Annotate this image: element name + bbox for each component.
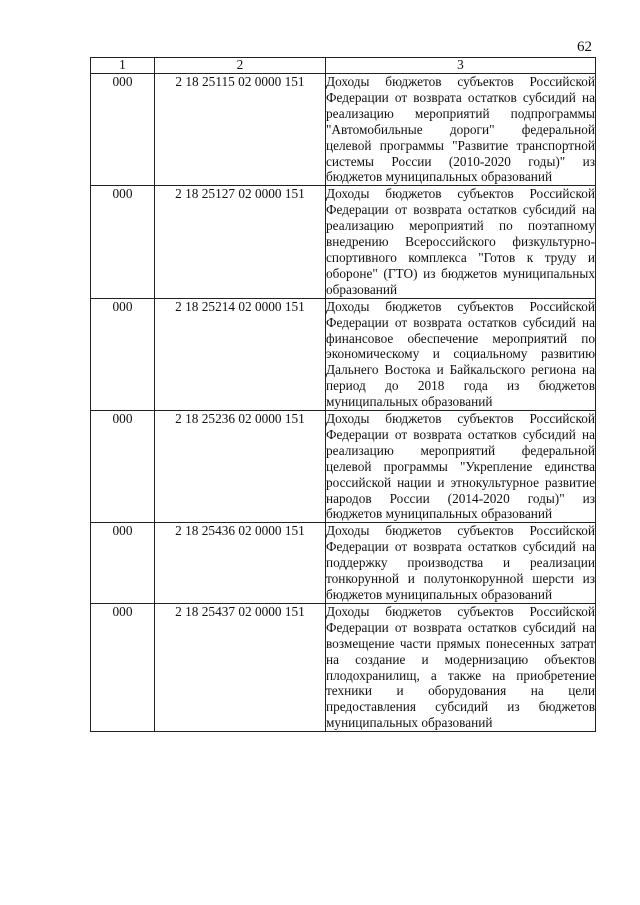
- table-row: [91, 74, 596, 186]
- page-number: 62: [577, 39, 592, 55]
- table-row: [91, 523, 596, 604]
- table-row: [91, 603, 596, 731]
- revenue-name-cell: Доходы бюджетов субъектов Российской Федерации от возврата остатков субсидий на реализацию мероприятий по поэтапному внедрению Всероссийского физкультурно-спортивного комплекса "Готов к труду и обороне" (ГТО) из бюджетов муниципальных образований: [326, 186, 595, 297]
- table-row: [91, 411, 596, 523]
- budget-revenue-table: [90, 57, 596, 732]
- budget-code-cell: 2 18 25115 02 0000 151: [155, 74, 326, 186]
- budget-code-cell: 2 18 25436 02 0000 151: [155, 523, 326, 604]
- admin-code-cell: 000: [91, 186, 155, 298]
- budget-code-cell: 2 18 25214 02 0000 151: [155, 298, 326, 410]
- budget-code-cell: 2 18 25127 02 0000 151: [155, 186, 326, 298]
- revenue-name-cell: Доходы бюджетов субъектов Российской Федерации от возврата остатков субсидий на финансовое обеспечение мероприятий по экономическому и социальному развитию Дальнего Востока и Байкальского региона на период до 2018 года из бюджетов муниципальных образований: [326, 298, 595, 410]
- budget-code-cell: 2 18 25437 02 0000 151: [155, 603, 326, 731]
- table-row: [91, 298, 596, 410]
- admin-code-cell: 000: [91, 523, 155, 604]
- admin-code-cell: 000: [91, 411, 155, 523]
- table-row: [91, 186, 596, 298]
- admin-code-cell: 000: [91, 603, 155, 731]
- budget-code-cell: 2 18 25236 02 0000 151: [155, 411, 326, 523]
- revenue-name-cell: Доходы бюджетов субъектов Российской Федерации от возврата остатков субсидий на поддержку производства и реализации тонкорунной и полутонкорунной шерсти из бюджетов муниципальных образований: [326, 523, 595, 602]
- header-col-2: 2: [155, 58, 326, 74]
- admin-code-cell: 000: [91, 74, 155, 186]
- revenue-name-cell: Доходы бюджетов субъектов Российской Федерации от возврата остатков субсидий на возмещение части прямых понесенных затрат на создание и модернизацию объектов плодохранилищ, а также на приобретение техники и оборудования на цели предоставления субсидий из бюджетов муниципальных образований: [326, 603, 595, 731]
- table-header-row: [91, 58, 596, 74]
- header-col-3: 3: [326, 58, 596, 74]
- revenue-name-cell: Доходы бюджетов субъектов Российской Федерации от возврата остатков субсидий на реализацию мероприятий федеральной целевой программы "Укрепление единства российской нации и этнокультурное развитие народов России (2014-2020 годы)" из бюджетов муниципальных образований: [326, 411, 595, 522]
- revenue-name-cell: Доходы бюджетов субъектов Российской Федерации от возврата остатков субсидий на реализацию мероприятий подпрограммы "Автомобильные дороги" федеральной целевой программы "Развитие транспортной системы России (2010-2020 годы)" из бюджетов муниципальных образований: [326, 74, 595, 185]
- admin-code-cell: 000: [91, 298, 155, 410]
- header-col-1: 1: [91, 58, 155, 74]
